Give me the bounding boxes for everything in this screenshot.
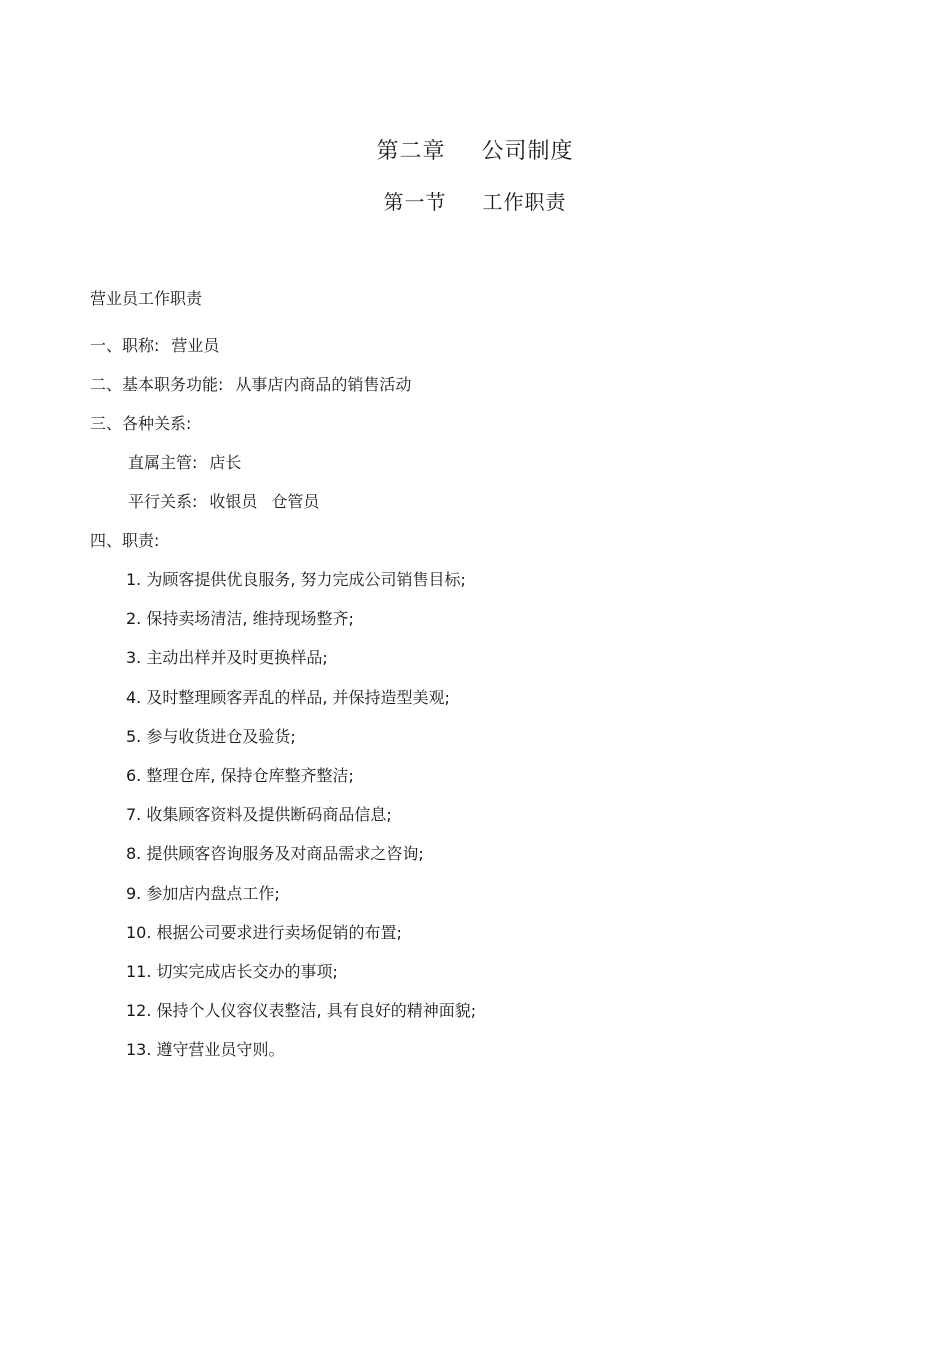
peer-relations-line xyxy=(90,488,890,527)
duty-item: 5. 参与收货进仓及验货; xyxy=(126,726,296,746)
duty-item: 13. 遵守营业员守则。 xyxy=(126,1040,285,1060)
relations-label: 三、各种关系: xyxy=(90,414,192,433)
supervisor-label: 直属主管: xyxy=(128,453,198,472)
basic-function-value: 从事店内商品的销售活动 xyxy=(235,375,412,394)
duty-list xyxy=(90,566,890,1075)
job-title-label: 一、职称: xyxy=(90,336,160,355)
duty-item: 2. 保持卖场清洁, 维持现场整齐; xyxy=(126,609,354,629)
duty-item: 12. 保持个人仪容仪表整洁, 具有良好的精神面貌; xyxy=(126,1001,477,1021)
duty-item: 4. 及时整理顾客弄乱的样品, 并保持造型美观; xyxy=(126,687,450,707)
job-title-line xyxy=(90,332,890,371)
duty-item: 10. 根据公司要求进行卖场促销的布置; xyxy=(126,922,402,942)
chapter-heading xyxy=(0,136,950,168)
duty-item: 11. 切实完成店长交办的事项; xyxy=(126,961,338,981)
duties-label: 四、职责: xyxy=(90,531,160,550)
chapter-title: 公司制度 xyxy=(481,139,574,164)
basic-function-line xyxy=(90,371,890,410)
duty-item: 1. 为顾客提供优良服务, 努力完成公司销售目标; xyxy=(126,570,466,589)
section-number: 第一节 xyxy=(383,190,447,214)
supervisor-line xyxy=(90,449,890,488)
duty-item: 8. 提供顾客咨询服务及对商品需求之咨询; xyxy=(126,844,424,864)
section-title: 工作职责 xyxy=(482,190,567,214)
section-heading xyxy=(0,186,950,218)
job-title-value: 营业员 xyxy=(171,336,220,355)
chapter-number: 第二章 xyxy=(376,139,446,164)
supervisor-value: 店长 xyxy=(209,453,242,472)
basic-function-label: 二、基本职务功能: xyxy=(90,375,224,394)
duty-item: 7. 收集顾客资料及提供断码商品信息; xyxy=(126,805,392,825)
peer-relation-cashier: 收银员 xyxy=(209,492,258,511)
duty-item: 6. 整理仓库, 保持仓库整齐整洁; xyxy=(126,765,354,785)
duty-item: 3. 主动出样并及时更换样品; xyxy=(126,648,328,668)
duty-item: 9. 参加店内盘点工作; xyxy=(126,883,280,903)
peer-relation-warehouse: 仓管员 xyxy=(271,492,320,511)
peer-relations-label: 平行关系: xyxy=(128,492,198,511)
document-heading: 营业员工作职责 xyxy=(90,289,203,308)
document-body xyxy=(90,285,890,1075)
